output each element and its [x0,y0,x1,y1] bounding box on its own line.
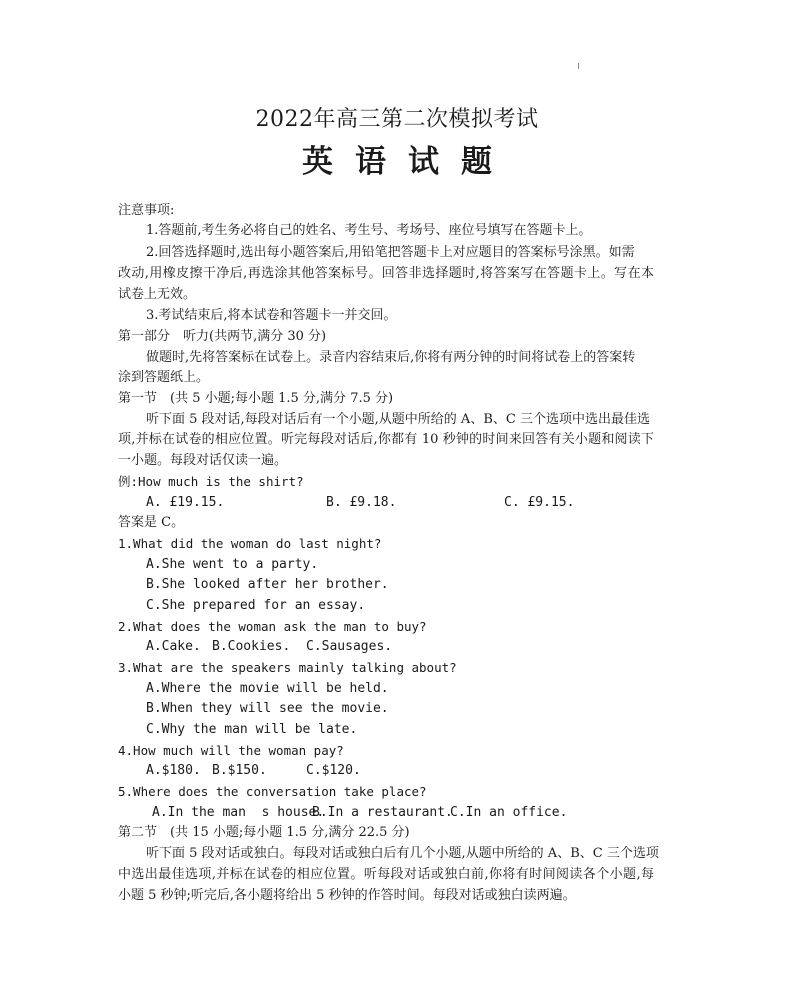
notes-item-1: 1.答题前,考生务必将自己的姓名、考生号、考场号、座位号填写在答题卡上。 [146,223,592,238]
notes-heading: 注意事项: [118,203,175,218]
section2-instr-line-3: 小题 5 秒钟;听完后,各小题将给出 5 秒钟的作答时间。每段对话或独白读两遍。 [118,888,576,903]
question-4-option-b: B.$150. [212,763,267,778]
example-option-a: A. £19.15. [146,495,225,510]
question-1: 1.What did the woman do last night? [118,536,382,551]
notes-item-2-line-2: 改动,用橡皮擦干净后,再选涂其他答案标号。回答非选择题时,将答案写在答题卡上。写在本 [118,266,654,281]
question-1-option-a: A.She went to a party. [146,557,319,572]
question-3-option-b: B.When they will see the movie. [146,701,389,716]
question-4-option-c: C.$120. [306,763,361,778]
section1-instr-line-3: 一小题。每段对话仅读一遍。 [118,453,288,468]
question-5-option-c: C.In an office. [450,805,568,820]
part1-intro-line-1: 做题时,先将答案标在试卷上。录音内容结束后,你将有两分钟的时间将试卷上的答案转 [146,350,636,365]
section1-instr-line-2: 项,并标在试卷的相应位置。听完每段对话后,你都有 10 秒钟的时间来回答有关小题和阅读下 [118,432,654,447]
question-2: 2.What does the woman ask the man to buy? [118,619,427,634]
part1-intro-line-2: 涂到答题纸上。 [118,370,210,385]
question-4-option-a: A.$180. [146,763,201,778]
question-1-option-c: C.She prepared for an essay. [146,598,366,613]
example-question: 例:How much is the shirt? [118,474,304,489]
question-2-option-a: A.Cake. [146,639,201,654]
example-option-b: B. £9.18. [326,495,397,510]
section2-instr-line-1: 听下面 5 段对话或独白。每段对话或独白后有几个小题,从题中所给的 A、B、C 三个选项 [146,846,659,861]
question-3: 3.What are the speakers mainly talking about? [118,660,457,675]
question-3-option-a: A.Where the movie will be held. [146,681,389,696]
notes-item-2-line-3: 试卷上无效。 [118,287,197,302]
example-answer: 答案是 C。 [118,515,185,530]
section2-heading: 第二节 (共 15 小题;每小题 1.5 分,满分 22.5 分) [118,825,410,840]
notes-item-3: 3.考试结束后,将本试卷和答题卡一并交回。 [146,308,397,323]
question-5: 5.Where does the conversation take place? [118,784,427,799]
question-2-option-c: C.Sausages. [306,639,393,654]
part1-heading: 第一部分 听力(共两节,满分 30 分) [118,329,327,344]
notes-item-2-line-1: 2.回答选择题时,选出每小题答案后,用铅笔把答题卡上对应题目的答案标号涂黑。如需 [146,245,635,260]
question-5-option-b: B.In a restaurant. [312,805,453,820]
section1-instr-line-1: 听下面 5 段对话,每段对话后有一个小题,从题中所给的 A、B、C 三个选项中选出最佳选 [146,412,650,427]
question-4: 4.How much will the woman pay? [118,743,344,758]
subject-title: 英语试题 [302,144,514,180]
question-1-option-b: B.She looked after her brother. [146,577,389,592]
question-2-option-b: B.Cookies. [212,639,291,654]
section1-heading: 第一节 (共 5 小题;每小题 1.5 分,满分 7.5 分) [118,391,394,406]
scan-mark [578,63,579,69]
example-option-c: C. £9.15. [504,495,575,510]
question-3-option-c: C.Why the man will be late. [146,722,358,737]
exam-title: 2022年高三第二次模拟考试 [255,107,539,132]
section2-instr-line-2: 中选出最佳选项,并标在试卷的相应位置。听每段对话或独白前,你将有时间阅读各个小题,每 [118,867,654,882]
question-5-option-a: A.In the man s house. [152,805,325,820]
